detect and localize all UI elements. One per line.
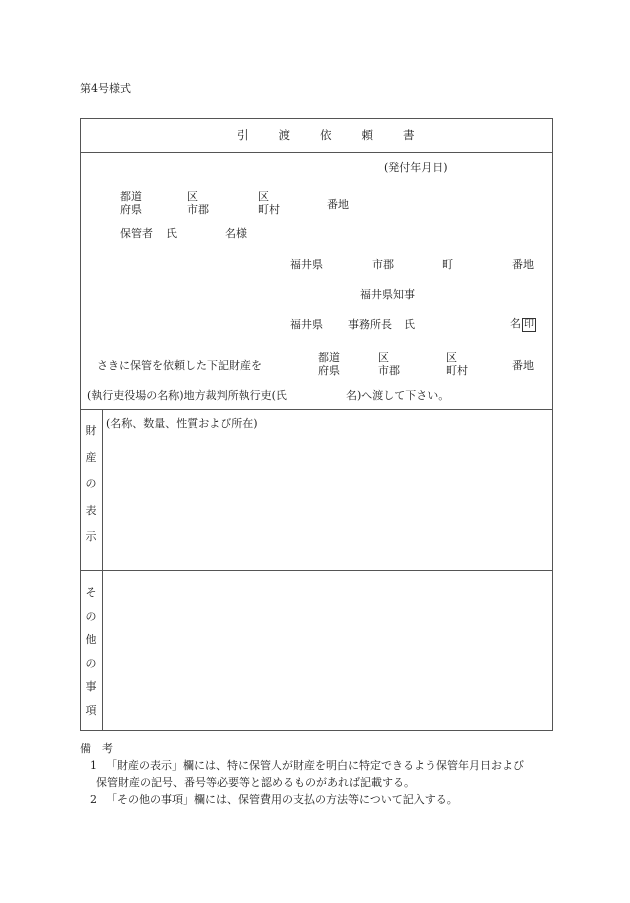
- property-section-label: 財 産 の 表 示: [85, 424, 97, 543]
- issue-date: (発付年月日): [384, 161, 448, 174]
- seal-mark: 印: [524, 319, 534, 330]
- other-section-label: そ の 他 の 事 項: [85, 586, 97, 717]
- document-title: 引 渡 依 頼 書: [237, 128, 415, 142]
- recipient-banchi: 番地: [327, 198, 349, 211]
- recipient-todofuken: 都道 府県: [120, 190, 142, 216]
- recipient-name-prefix: 氏: [166, 227, 177, 240]
- request-kuchoson: 区 町村: [446, 351, 468, 377]
- property-hint: (名称、数量、性質および所在): [106, 417, 258, 430]
- request-line: さきに保管を依頼した下記財産を: [97, 359, 262, 372]
- office-title: 事務所長: [348, 318, 392, 331]
- notes: [80, 740, 560, 808]
- sender-pref: 福井県: [290, 258, 323, 271]
- recipient-kuchoson: 区 町村: [258, 190, 280, 216]
- request-shigun: 区 市郡: [378, 351, 400, 377]
- note-number: 2: [90, 793, 97, 806]
- notes-heading: 備 考: [80, 742, 113, 755]
- note-item-continued: [80, 774, 560, 791]
- recipient-name-suffix: 名様: [225, 227, 247, 240]
- sender-governor: 福井県知事: [360, 288, 415, 301]
- executor-line-end: 名)へ渡して下さい。: [346, 389, 450, 402]
- office-name-suffix: 名 印: [510, 317, 534, 330]
- sender-city: 市郡: [372, 258, 394, 271]
- note-text: 「その他の事項」欄には、保管費用の支払の方法等について記入する。: [106, 793, 458, 806]
- office-name-prefix: 氏: [404, 318, 415, 331]
- request-banchi: 番地: [512, 359, 534, 372]
- note-text: 保管財産の記号、番号等必要等と認めるものがあれば記載する。: [96, 776, 415, 789]
- title-divider: [80, 152, 553, 153]
- sender-banchi: 番地: [512, 258, 534, 271]
- recipient-role: 保管者: [120, 227, 153, 240]
- note-item: [80, 757, 560, 774]
- request-todofuken: 都道 府県: [318, 351, 340, 377]
- form-number: 第4号様式: [80, 82, 131, 95]
- executor-line: (執行吏役場の名称)地方裁判所執行吏(氏: [87, 389, 287, 402]
- note-number: 1: [90, 759, 97, 772]
- recipient-shigun: 区 市郡: [187, 190, 209, 216]
- office-pref: 福井県: [290, 318, 323, 331]
- property-divider: [80, 570, 553, 571]
- note-text: 「財産の表示」欄には、特に保管人が財産を明白に特定できるよう保管年月日および: [106, 759, 524, 772]
- note-item: [80, 791, 560, 808]
- body-divider: [80, 409, 553, 410]
- label-column-divider: [102, 409, 103, 731]
- sender-town: 町: [442, 258, 453, 271]
